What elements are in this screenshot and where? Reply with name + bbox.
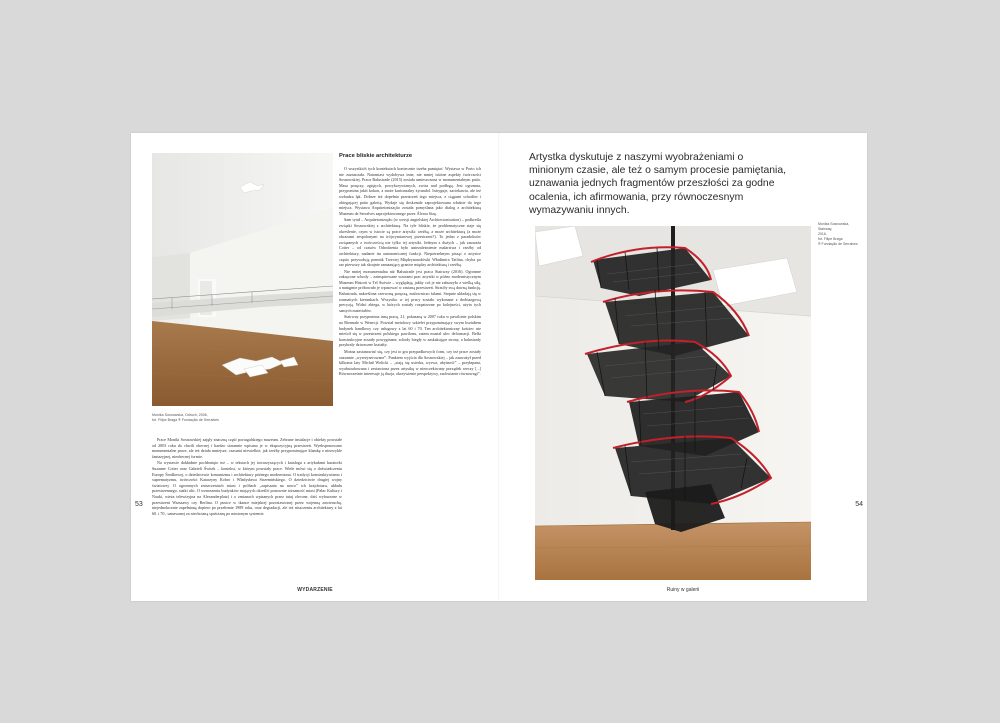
stairway-photo	[535, 226, 811, 580]
stairway-photo-caption	[818, 222, 858, 247]
page-number-right: 54	[855, 501, 863, 508]
running-footer-left: WYDARZENIE	[297, 587, 333, 593]
caption-line: Monika Sosnowska, Odruch, 2006,	[152, 413, 208, 417]
paragraph: Prace Moniki Sosnowskiej zajęły znaczną część portugalskiego muzeum. Zebrane instalacje i obiekty powstałe od 2003 roku do chwili obecnej i bardzo starannie wpisano je w ekspozycyjną przestrzeń. Wyeksponowano monumentalne prace, ale też działa mniejsze, czasami niewielkie, jak rzeźby przypominające klamkę o niezwykle fantazyjnej, nieobecnej formie.	[152, 437, 342, 459]
caption-line: ® Fundação de Serralves	[818, 242, 858, 246]
left-page	[131, 133, 499, 601]
page-number-left: 53	[135, 501, 143, 508]
section-heading: Prace bliskie architekturze	[339, 153, 413, 159]
paragraph: Na wystawie dokładnie pochłonięto też – w tekstach jej towarzyszących i katalogu z artykułami kuratorki Suzanne Cotter oraz Gabrieli Świtek – kontekst, w którym powstały prace. Wiele mówi się o doświadczeniu Europy Środkowej, o dziedzictwie komunizmu i architektury późnego modernizmu. O tradycji konstruktywizmu i suprematyzmu, twórczości Katarzyny Kobro i Władysława Strzemińskiego. O dziedzictwie drugiej wojny światowej. O ogromnych zniszczeniach miast i próbach „zapisania na nowo” ich krajobrazu, układu przestrzennego, siatki ulic. O wznoszeniu budynków mających określić ponownie tożsamość miast (Pałac Kultury i Nauki, wieża telewizyjna na Alexanderplatz) i o zmianach wpisanych przez tutaj zlecone, dziś wyburzone w przestrzeni Warszawy czy Berlina. O pustce w tkance miejskiej pozostawionej przez wojenną zawieruchę, niejednokrotnie zapełnianą dopiero po przełomie 1989 roku, oraz degradacji, ale też niszczeniu architektury z lat 60. i 70., uznawanej za niechcianą spuściznę po minionym systemie.	[152, 460, 342, 516]
paragraph: Można zastanawiać się, czy jest to gra przypadkowych form, czy też prace zostały starannie „wyreżyserowane”. Punktem wyjścia dla Sosnowskiej – jak zauważył przed kilkoma laty Michał Wolicki – „stają się usterka, wyrwa, ubytność” – przyłapana, wyabstrahowana i zestawiona przez artystkę w nieoczekiwany porządek rzeczy [...] Równocześnie interesuje ją iluzja, okrzywienie perspektywy, zachwianie równowagi”.	[339, 349, 481, 377]
paragraph: Sam tytuł – Arquitetonização (w wersji angielskiej Architectonisation) – podkreśla związki Sosnowskiej z architekturą. Na tyle bliskie, że problematyczne staje się określenie, czym w istocie są prace artystki: rzeźbą, a może architekturą (a może obrazami zespolonymi na trójwymiarowej przestrzeni?). To jedno z paradoksów związanych z twórczością nie tylko tej artystki. Jednym z dużych – jak zauważa Cotter – od czasów Odrodzenia było uniezależnienie malarstwa i rzeźby od architektury, nadanie im autonomicznej funkcji. Niepotrzebnym pisząc o artystce często przywołują pomnik Trzeciej Międzynarodówki Władimira Tatlina, chyba po raz pierwszy tak skrajnie zamazujący granice między architekturą i rzeźbą.	[339, 217, 481, 268]
stairway-sculpture-image	[535, 226, 811, 580]
paragraph: Stairway przypomina inną pracę, 21, pokazaną w 2007 roku w pawilonie polskim na Biennale w Wenecji. Powstał metalowy szkielet przypominający swym kształtem budynek handlowy czy usługowy z lat 60 i 70. Ten architektoniczny kościec nie mieścił się w przestrzeni polskiego pawilonu, zatem musiał ulec deformacji. Belki konstrukcyjne zostały powyginane, schody biegły w zaskakujące strony, a balustrady przybrały dziwaczne kształty.	[339, 314, 481, 348]
article-column-right	[339, 166, 481, 378]
paragraph: Nie mniej monumentalna niż Balustrade jest praca Stairway (2016). Ogromne zakręcone schody – zainspirowane wzorami prac artystki w późno modernistycznym Muzeum Historii w Tel Awiwie – wyglądają, jakby coś je nie zaburzyło z wielką siłą, a następnie próbowało je wpasować w zastaną przestrzeń. Straciły swą dawną funkcję. Balustrada, nakreślona czerwoną poręczą, malowniczo falami. Stopnie układają się w rozmaitych kierunkach. Wszystko w tej pracy zostało wykonane z drobiazgową precyzją. Widać zbiega, w których zostały rozpatrzone po kolejności, użyto tych samych materiałów.	[339, 268, 481, 313]
caption-line: 2016,	[818, 232, 827, 236]
right-page	[499, 133, 867, 601]
gallery-photo	[152, 153, 333, 406]
caption-line: Stairway,	[818, 227, 833, 231]
pull-quote: Artystka dyskutuje z naszymi wyobrażeniami o minionym czasie, ale też o samym procesie pamiętania, uznawania jednych fragmentów przeszłości za godne ocalenia, ich afirmowania, przy równoczesnym wymazywaniu innych.	[529, 152, 786, 216]
caption-line: fot. Filipe Braga ® Fundação de Serralves	[152, 418, 219, 422]
running-footer-right: Ruiny w galerii	[666, 587, 700, 593]
gallery-photo-caption	[152, 413, 333, 423]
article-column-bottom	[152, 437, 342, 592]
paragraph: O wszystkich tych kontekstach koniecznie trzeba pamiętać. Wystawa w Porto ich nie zaznaczała. Natomiast wydobywa inne, nie mniej istotne aspekty twórczości Sosnowskiej. Praca Balustrade (2015) została umieszczona w monumentalnym patio. Masa poręczy, zgiętych, powykrzywianych, zwisa nad podłogą. Jest ogromna, przypomina jakiś kokon, a może kurioznalny żyrandol. Intryguje, zaciekawia, ale też wzbudza lęk. Dobrze też dopełnia przestrzeń tego miejsca, z ciągami schodów i obiegającej patio galerią. Wydaje się doskonale zaprojektowana właśnie do tego miejsca. Wystawa Arquitetonização została pomyślana jako dialog z architekturą Muzeum de Serralves zaprojektowanego przez Álvara Sizę.	[339, 166, 481, 216]
gallery-interior-image	[152, 153, 333, 406]
caption-line: Monika Sosnowska,	[818, 222, 850, 226]
magazine-spread	[131, 133, 867, 601]
caption-line: fot. Filipe Braga	[818, 237, 843, 241]
